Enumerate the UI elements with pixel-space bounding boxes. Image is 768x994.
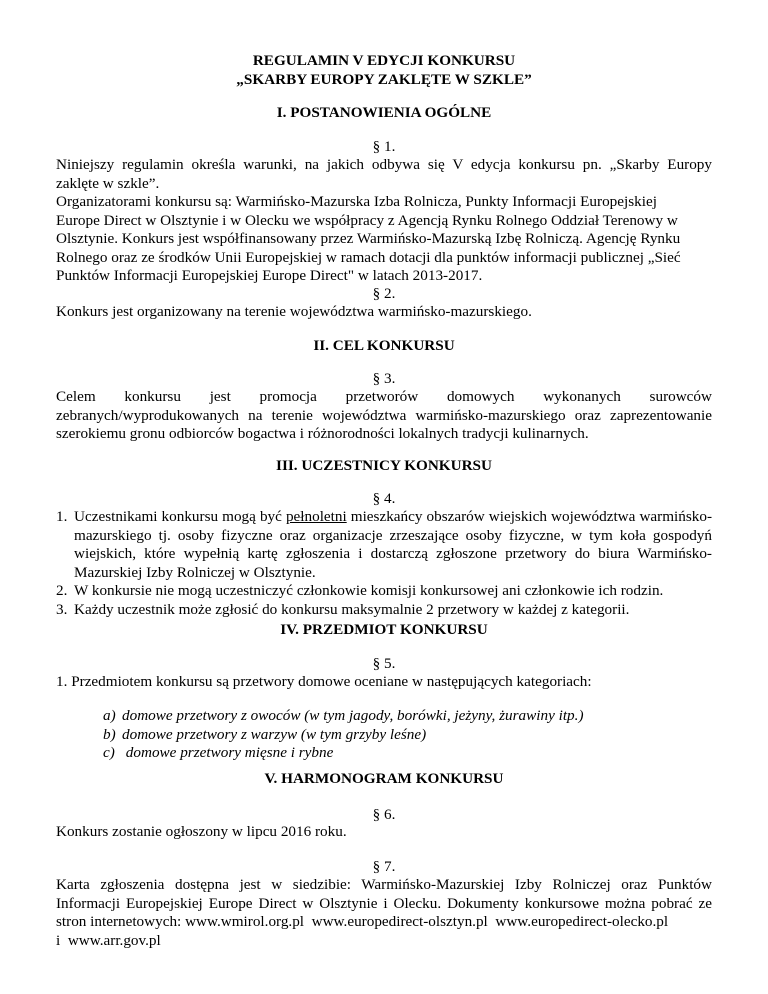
section-heading-subject: IV. PRZEDMIOT KONKURSU: [280, 621, 488, 638]
paragraph-3-text: [56, 388, 712, 444]
paragraph-sign-7: § 7.: [372, 858, 396, 875]
paragraph-3-line: Celem konkursu jest promocja przetworów domowych wykonanych surowców: [56, 388, 712, 405]
category-item: [103, 744, 703, 763]
paragraph-sign-6: § 6.: [372, 806, 396, 823]
organizers-line: Organizatorami konkursu są: Warmińsko-Mazurska Izba Rolnicza, Punkty Informacji Europejskiej: [56, 193, 657, 210]
paragraph-sign-5: § 5.: [372, 655, 396, 672]
list-item: [56, 600, 712, 620]
title-line-1: REGULAMIN V EDYCJI KONKURSU: [252, 52, 516, 69]
category-text: domowe przetwory z owoców (w tym jagody, borówki, jeżyny, żurawiny itp.): [122, 707, 584, 724]
list-item-number: 3.: [56, 600, 68, 618]
participants-list: [56, 508, 712, 619]
category-text: domowe przetwory z warzyw (w tym grzyby leśne): [122, 725, 427, 743]
list-item: [56, 508, 712, 582]
paragraph-2-text: Konkurs jest organizowany na terenie województwa warmińsko-mazurskiego.: [56, 303, 532, 320]
paragraph-3-line: zebranych/wyprodukowanych na terenie województwa warmińsko-mazurskiego oraz zaprezentowanie: [56, 406, 712, 424]
section-heading-general: I. POSTANOWIENIA OGÓLNE: [276, 104, 492, 121]
paragraph-7-line: i www.arr.gov.pl: [56, 931, 161, 949]
organizers-line: Olsztynie. Konkurs jest współfinansowany przez Warmińsko-Mazurską Izbę Rolniczą. Agencję Rynku: [56, 230, 681, 247]
list-item: [56, 582, 712, 601]
paragraph-1-line: zaklęte w szkle”.: [56, 174, 160, 192]
title-line-2: „SKARBY EUROPY ZAKLĘTE W SZKLE”: [236, 70, 532, 88]
paragraph-7-text: [56, 876, 712, 950]
organizers-line: Punktów Informacji Europejskiej Europe Direct" w latach 2013-2017.: [56, 267, 483, 284]
list-item-text: Każdy uczestnik może zgłosić do konkursu maksymalnie 2 przetwory w każdej z kategorii.: [74, 600, 630, 618]
paragraph-1-line: Niniejszy regulamin określa warunki, na jakich odbywa się V edycja konkursu pn. „Skarby Europy: [56, 156, 712, 173]
paragraph-7-line: Informacji Europejskiej Europe Direct w Olsztynie i Olecku. Dokumenty konkursowe można pobrać ze: [56, 894, 712, 912]
paragraph-7-line: stron internetowych: www.wmirol.org.pl www.europedirect-olsztyn.pl www.europedirect-olecko.pl: [56, 913, 669, 930]
paragraph-1-text: [56, 156, 712, 286]
list-item-text: mieszkańcy obszarów wiejskich województwa warmińsko-mazurskiego tj. osoby fizyczne oraz organizacje zrzeszające osoby fizyczne, w tym koła gospodyń wiejskich, które wypełnią kartę zgłoszenia i dostarczą zgłoszone przetwory do biura Warmińsko-Mazurskiej Izby Rolniczej w Olsztynie.: [74, 508, 712, 581]
category-text: domowe przetwory mięsne i rybne: [122, 744, 334, 761]
section-heading-participants: III. UCZESTNICY KONKURSU: [276, 457, 492, 474]
organizers-line: Rolnego oraz ze środków Unii Europejskiej w ramach dotacji dla punktów informacji publicznej „Sieć: [56, 248, 681, 266]
adults-underlined-text: pełnoletni: [285, 508, 347, 525]
categories-list: [103, 707, 703, 763]
paragraph-sign-3: § 3.: [372, 370, 396, 387]
paragraph-sign-4: § 4.: [372, 490, 396, 507]
paragraph-sign-1: § 1.: [372, 138, 396, 155]
list-item-number: 2.: [56, 582, 68, 599]
paragraph-3-line: szerokiemu gronu odbiorców bogactwa i różnorodności lokalnych tradycji kulinarnych.: [56, 425, 589, 442]
category-item: [103, 726, 703, 745]
paragraph-7-line: Karta zgłoszenia dostępna jest w siedzibie: Warmińsko-Mazurskiej Izby Rolniczej oraz Punktów: [56, 876, 712, 893]
category-letter: c): [103, 744, 115, 761]
paragraph-6-text: Konkurs zostanie ogłoszony w lipcu 2016 roku.: [56, 823, 347, 840]
document-title: [56, 52, 712, 89]
category-letter: a): [103, 707, 116, 724]
paragraph-sign-2: § 2.: [372, 285, 396, 302]
category-letter: b): [103, 725, 116, 743]
category-item: [103, 707, 703, 726]
list-item-text: Uczestnikami konkursu mogą być: [74, 508, 286, 525]
section-heading-schedule: V. HARMONOGRAM KONKURSU: [264, 770, 504, 787]
paragraph-5-text: 1. Przedmiotem konkursu są przetwory domowe oceniane w następujących kategoriach:: [56, 673, 592, 690]
list-item-number: 1.: [56, 508, 68, 525]
organizers-line: Europe Direct w Olsztynie i w Olecku we współpracy z Agencją Rynku Rolnego Oddział Terenowy w: [56, 211, 678, 229]
section-heading-goal: II. CEL KONKURSU: [313, 337, 455, 354]
list-item-text: W konkursie nie mogą uczestniczyć członkowie komisji konkursowej ani członkowie ich rodzin.: [74, 582, 664, 599]
